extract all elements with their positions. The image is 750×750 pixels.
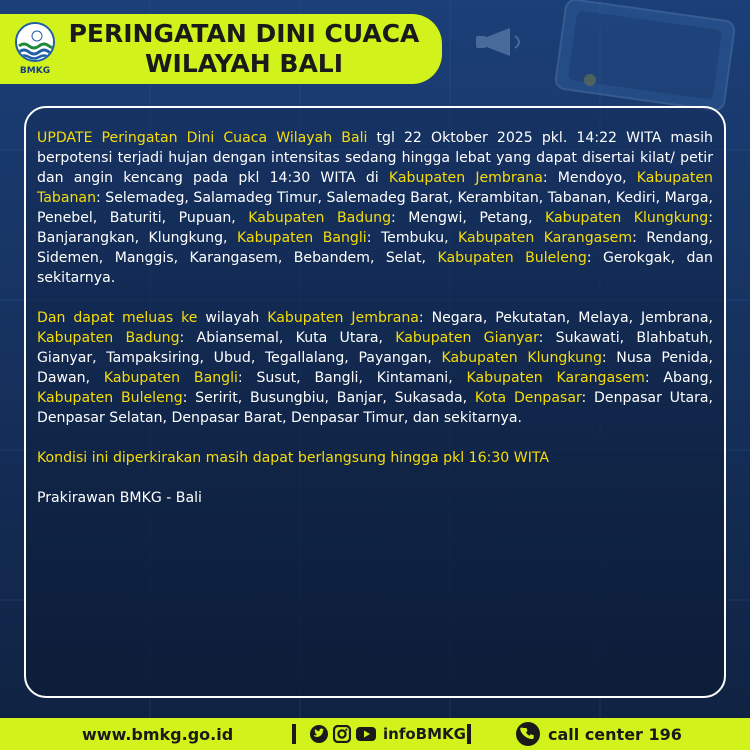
text-segment: : Nusa Penida, Dawan, xyxy=(37,350,713,386)
youtube-icon[interactable] xyxy=(356,725,374,743)
warning-duration-note: Kondisi ini diperkirakan masih dapat berlangsung hingga pkl 16:30 WITA xyxy=(37,450,550,466)
warning-paragraph-1 xyxy=(37,128,713,288)
text-segment: : Negara, Pekutatan, Melaya, Jembrana, xyxy=(418,310,713,326)
text-segment: : Rendang, Sidemen, Manggis, Karangasem, Bebandem, Selat, xyxy=(37,230,713,266)
call-center[interactable] xyxy=(516,718,682,750)
website-link[interactable]: www.bmkg.go.id xyxy=(82,724,234,744)
text-segment: : Tembuku, xyxy=(366,230,459,246)
footer-separator xyxy=(292,724,296,744)
warning-text xyxy=(37,128,713,528)
highlighted-text-segment: Kabupaten Jembrana xyxy=(388,170,543,186)
highlighted-text-segment: Kabupaten Karangasem xyxy=(458,230,633,246)
instagram-icon[interactable] xyxy=(333,725,351,743)
warning-paragraph-2 xyxy=(37,308,713,428)
forecaster-signature: Prakirawan BMKG - Bali xyxy=(37,490,202,506)
title-line-1: PERINGATAN DINI CUACA xyxy=(68,19,420,48)
highlighted-text-segment: Kabupaten Bangli xyxy=(103,370,238,386)
text-segment: : Mengwi, Petang, xyxy=(391,210,546,226)
highlighted-text-segment: Kabupaten Buleleng xyxy=(437,250,587,266)
call-center-label: call center 196 xyxy=(548,724,682,744)
highlighted-text-segment: Dan dapat meluas ke xyxy=(37,310,198,326)
highlighted-text-segment: Kabupaten Buleleng xyxy=(37,390,183,406)
header-banner xyxy=(0,14,442,84)
social-handle[interactable]: infoBMKG xyxy=(383,725,466,743)
highlighted-text-segment: Kabupaten Jembrana xyxy=(267,310,419,326)
text-segment: : Denpasar Utara, Denpasar Selatan, Denpasar Barat, Denpasar Timur, dan sekitarnya. xyxy=(37,390,714,426)
footer-bar xyxy=(0,718,750,750)
highlighted-text-segment: Kabupaten Gianyar xyxy=(395,330,539,346)
text-segment: : Sukawati, Blahbatuh, Gianyar, Tampaksiring, Ubud, Tegallalang, Payangan, xyxy=(37,330,714,366)
footer-separator xyxy=(467,724,471,744)
phone-icon xyxy=(516,722,540,746)
text-segment: wilayah xyxy=(197,310,268,326)
megaphone-illustration xyxy=(476,28,519,56)
text-segment: tgl 22 Oktober 2025 pkl. 14:22 WITA masih berpotensi terjadi hujan dengan intensitas sedang hingga lebat yang dapat disertai kilat/ petir dan angin kencang pada pkl 14:30 WITA di xyxy=(37,130,713,186)
highlighted-text-segment: Kabupaten Klungkung xyxy=(545,210,709,226)
highlighted-text-segment: Kabupaten Tabanan xyxy=(37,170,713,206)
text-segment: : Mendoyo, xyxy=(542,170,637,186)
text-segment: : Abang, xyxy=(644,370,713,386)
tablet-illustration xyxy=(555,0,736,111)
highlighted-text-segment: UPDATE Peringatan Dini Cuaca Wilayah Bali xyxy=(37,130,368,146)
bmkg-logo xyxy=(12,22,58,80)
page-title xyxy=(64,19,424,79)
highlighted-text-segment: Kabupaten Bangli xyxy=(237,230,367,246)
text-segment: : Susut, Bangli, Kintamani, xyxy=(237,370,467,386)
title-line-2: WILAYAH BALI xyxy=(144,49,344,78)
highlighted-text-segment: Kabupaten Klungkung xyxy=(441,350,602,366)
social-links xyxy=(310,718,466,750)
text-segment: : Seririt, Busungbiu, Banjar, Sukasada, xyxy=(182,390,475,406)
bmkg-logo-text: BMKG xyxy=(19,66,51,76)
highlighted-text-segment: Kabupaten Badung xyxy=(37,330,180,346)
highlighted-text-segment: Kabupaten Badung xyxy=(248,210,392,226)
twitter-icon[interactable] xyxy=(310,725,328,743)
highlighted-text-segment: Kabupaten Karangasem xyxy=(466,370,645,386)
bmkg-logo-emblem xyxy=(15,22,55,62)
text-segment: : Banjarangkan, Klungkung, xyxy=(37,210,714,246)
text-segment: : Gerokgak, dan sekitarnya. xyxy=(37,250,713,286)
text-segment: : Abiansemal, Kuta Utara, xyxy=(179,330,396,346)
text-segment: : Selemadeg, Salamadeg Timur, Salemadeg Barat, Kerambitan, Tabanan, Kediri, Marga, Penebel, Baturiti, Pupuan, xyxy=(37,190,713,226)
highlighted-text-segment: Kota Denpasar xyxy=(474,390,582,406)
